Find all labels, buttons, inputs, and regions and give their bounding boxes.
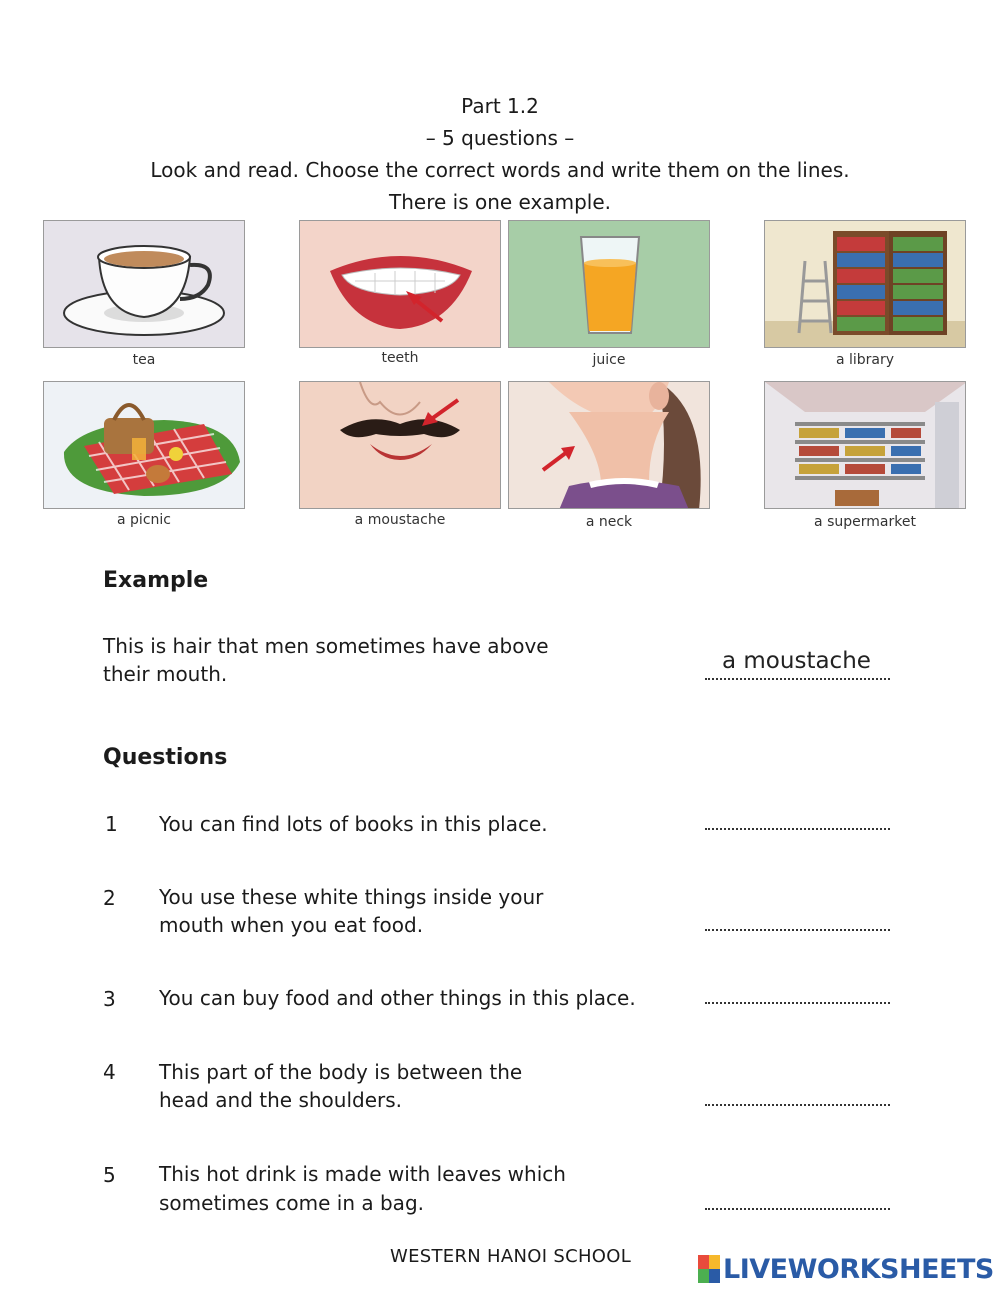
question-number: 3 bbox=[103, 987, 116, 1011]
example-answer: a moustache bbox=[722, 648, 871, 674]
caption-teeth: teeth bbox=[381, 350, 419, 366]
question-4-line-1: This part of the body is between the bbox=[159, 1060, 523, 1084]
question-count: – 5 questions – bbox=[425, 126, 575, 150]
question-5-line-1: This hot drink is made with leaves which bbox=[159, 1162, 566, 1186]
questions-heading: Questions bbox=[103, 745, 228, 770]
answer-line-4[interactable] bbox=[705, 1104, 890, 1106]
answer-line-1[interactable] bbox=[705, 828, 890, 830]
teacup-icon bbox=[43, 220, 245, 348]
caption-picnic: a picnic bbox=[117, 512, 171, 528]
caption-tea: tea bbox=[132, 352, 156, 368]
caption-juice: juice bbox=[592, 352, 626, 368]
caption-neck: a neck bbox=[585, 514, 633, 530]
question-2-line-2: mouth when you eat food. bbox=[159, 913, 424, 937]
library-icon bbox=[764, 220, 966, 348]
instruction: Look and read. Choose the correct words and write them on the lines. bbox=[150, 158, 850, 182]
example-line-2: their mouth. bbox=[103, 662, 228, 686]
question-number: 5 bbox=[103, 1163, 116, 1187]
example-note: There is one example. bbox=[389, 190, 611, 214]
question-2-line-1: You use these white things inside your bbox=[159, 885, 544, 909]
answer-line-3[interactable] bbox=[705, 1002, 890, 1004]
caption-moustache: a moustache bbox=[354, 512, 446, 528]
question-5-line-2: sometimes come in a bag. bbox=[159, 1191, 424, 1215]
question-number: 4 bbox=[103, 1060, 116, 1084]
question-4-line-2: head and the shoulders. bbox=[159, 1088, 403, 1112]
teeth-icon bbox=[299, 220, 501, 348]
answer-line-5[interactable] bbox=[705, 1208, 890, 1210]
juice-glass-icon bbox=[508, 220, 710, 348]
example-line-1: This is hair that men sometimes have above bbox=[103, 634, 549, 658]
supermarket-icon bbox=[764, 381, 966, 509]
example-answer-line bbox=[705, 678, 890, 680]
part-title: Part 1.2 bbox=[461, 94, 539, 118]
neck-icon bbox=[508, 381, 710, 509]
caption-library: a library bbox=[835, 352, 895, 368]
question-number: 1 bbox=[105, 812, 118, 836]
liveworksheets-mark-icon bbox=[698, 1255, 720, 1283]
school-name: WESTERN HANOI SCHOOL bbox=[390, 1246, 632, 1267]
example-heading: Example bbox=[103, 568, 209, 593]
brand-name: LIVEWORKSHEETS bbox=[723, 1253, 994, 1285]
answer-line-2[interactable] bbox=[705, 929, 890, 931]
question-1-line-1: You can find lots of books in this place. bbox=[159, 812, 548, 836]
caption-supermarket: a supermarket bbox=[814, 514, 916, 530]
liveworksheets-logo[interactable] bbox=[698, 1254, 994, 1284]
question-3-line-1: You can buy food and other things in this place. bbox=[159, 986, 636, 1010]
question-number: 2 bbox=[103, 886, 116, 910]
moustache-icon bbox=[299, 381, 501, 509]
picnic-icon bbox=[43, 381, 245, 509]
